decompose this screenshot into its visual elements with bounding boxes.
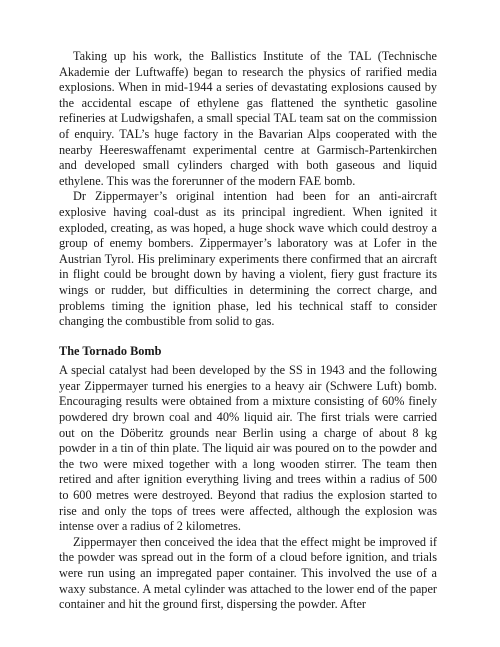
- paragraph-powder-cloud: Zippermayer then conceived the idea that the effect might be improved if the powder was spread out in the form of a cloud before ignition, and trials were run using an impregated paper container. This involved the use of a waxy substance. A metal cylinder was attached to the lower end of the paper container and hit the ground first, dispersing the powder. After: [59, 534, 437, 612]
- section-heading: The Tornado Bomb: [59, 343, 162, 358]
- paragraph-tal-research: Taking up his work, the Ballistics Institute of the TAL (Technische Akademie der Luftwaffe) began to research the physics of rarified media explosions. When in mid-1944 a series of devastating explosions caused by the accidental escape of ethylene gas flattened the synthetic gasoline refineries at Ludwigshafen, a small special TAL team sat on the commission of enquiry. TAL’s huge factory in the Bavarian Alps cooperated with the nearby Heereswaffenamt experimental centre at Garmisch-Partenkirchen and developed small cylinders charged with both gaseous and liquid ethylene. This was the forerunner of the modern FAE bomb.: [59, 49, 437, 188]
- paragraph-zippermayer-intention: Dr Zippermayer’s original intention had been for an anti-aircraft explosive having coal-dust as its principal ingredient. When ignited it exploded, creating, as was hoped, a huge shock wave which could destroy a group of enemy bombers. Zippermayer’s laboratory was at Lofer in the Austrian Tyrol. His preliminary experiments there confirmed that an aircraft in flight could be brought down by having a violent, fiery gust fracture its wings or rudder, but difficulties in determining the correct charge, and problems timing the ignition phase, led his technical staff to consider changing the combustible from solid to gas.: [59, 189, 437, 329]
- document-page: [59, 49, 437, 613]
- paragraph-heavy-air-bomb: A special catalyst had been developed by the SS in 1943 and the following year Zippermayer turned his energies to a heavy air (Schwere Luft) bomb. Encouraging results were obtained from a mixture consisting of 60% finely powdered dry brown coal and 40% liquid air. The first trials were carried out on the Döberitz grounds near Berlin using a charge of about 8 kg powder in a tin of thin plate. The liquid air was poured on to the powder and the two were mixed together with a long wooden stirrer. The team then retired and after ignition everything living and trees within a radius of 500 to 600 metres were destroyed. Beyond that radius the explosion started to rise and only the tops of trees were affected, although the explosion was intense over a radius of 2 kilometres.: [59, 363, 437, 534]
